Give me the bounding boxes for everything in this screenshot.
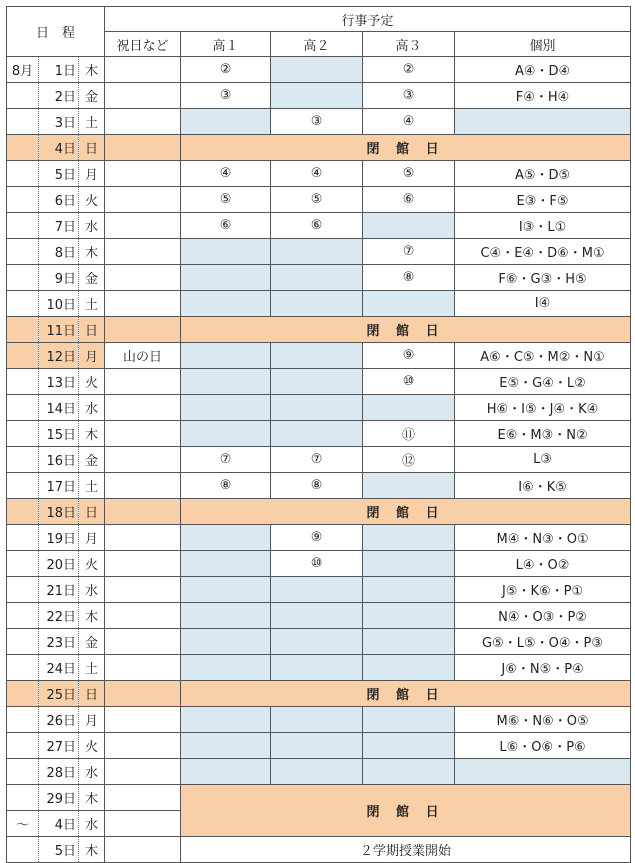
month-cell (7, 239, 39, 265)
g1-cell (181, 291, 271, 317)
holiday-cell (105, 109, 181, 135)
closed-row (7, 499, 631, 525)
date-cell: 7日 (39, 213, 79, 239)
date-cell: 27日 (39, 733, 79, 759)
holiday-cell (105, 551, 181, 577)
individual-cell: J⑥・N⑤・P④ (455, 655, 631, 681)
day-row (7, 187, 631, 213)
date-cell: 16日 (39, 447, 79, 473)
holiday-cell (105, 135, 181, 161)
holiday-cell (105, 447, 181, 473)
weekday-cell: 水 (79, 811, 105, 837)
term-start-cell: ２学期授業開始 (181, 837, 631, 863)
g2-cell (271, 369, 363, 395)
month-cell (7, 655, 39, 681)
month-cell: ～ (7, 811, 39, 837)
header-individual: 個別 (455, 32, 631, 57)
g2-cell (271, 577, 363, 603)
g3-cell: ③ (363, 83, 455, 109)
day-row (7, 733, 631, 759)
g1-cell: ③ (181, 83, 271, 109)
weekday-cell: 月 (79, 343, 105, 369)
day-row (7, 551, 631, 577)
weekday-cell: 月 (79, 525, 105, 551)
g2-cell (271, 655, 363, 681)
g2-cell (271, 629, 363, 655)
weekday-cell: 金 (79, 447, 105, 473)
header-g3: 高３ (363, 32, 455, 57)
g2-cell: ③ (271, 109, 363, 135)
header-row-1 (7, 7, 631, 32)
g2-cell (271, 291, 363, 317)
g3-cell (363, 759, 455, 785)
month-cell (7, 109, 39, 135)
day-row (7, 525, 631, 551)
g1-cell (181, 707, 271, 733)
date-cell: 20日 (39, 551, 79, 577)
header-g2: 高２ (271, 32, 363, 57)
month-cell: 8月 (7, 57, 39, 83)
date-cell: 13日 (39, 369, 79, 395)
month-cell (7, 83, 39, 109)
g2-cell: ⑩ (271, 551, 363, 577)
date-cell: 18日 (39, 499, 79, 525)
date-cell: 8日 (39, 239, 79, 265)
g3-cell: ⑪ (363, 421, 455, 447)
month-cell (7, 733, 39, 759)
day-row (7, 239, 631, 265)
g1-cell: ⑧ (181, 473, 271, 499)
individual-cell: I⑥・K⑤ (455, 473, 631, 499)
month-cell (7, 681, 39, 707)
weekday-cell: 木 (79, 57, 105, 83)
month-cell (7, 213, 39, 239)
month-cell (7, 499, 39, 525)
g3-cell (363, 551, 455, 577)
g3-cell (363, 213, 455, 239)
header-events: 行事予定 (105, 7, 631, 32)
weekday-cell: 火 (79, 733, 105, 759)
day-row (7, 473, 631, 499)
holiday-cell (105, 603, 181, 629)
day-row (7, 265, 631, 291)
weekday-cell: 土 (79, 655, 105, 681)
g2-cell (271, 265, 363, 291)
individual-cell: N④・O③・P② (455, 603, 631, 629)
closed-day-cell (181, 317, 631, 343)
g2-cell (271, 395, 363, 421)
weekday-cell: 水 (79, 213, 105, 239)
day-row (7, 161, 631, 187)
g1-cell: ⑥ (181, 213, 271, 239)
g2-cell (271, 343, 363, 369)
day-row (7, 57, 631, 83)
g1-cell (181, 369, 271, 395)
individual-cell: E⑥・M③・N② (455, 421, 631, 447)
month-cell (7, 707, 39, 733)
holiday-cell (105, 317, 181, 343)
header-holiday: 祝日など (105, 32, 181, 57)
month-cell (7, 525, 39, 551)
month-cell (7, 447, 39, 473)
day-row (7, 291, 631, 317)
g2-cell: ⑤ (271, 187, 363, 213)
g1-cell (181, 343, 271, 369)
g2-cell (271, 733, 363, 759)
day-row (7, 83, 631, 109)
closed-row (7, 135, 631, 161)
g1-cell (181, 629, 271, 655)
date-cell: 21日 (39, 577, 79, 603)
weekday-cell: 水 (79, 577, 105, 603)
date-cell: 5日 (39, 161, 79, 187)
closed-day-cell (181, 499, 631, 525)
day-row (7, 109, 631, 135)
day-row (7, 629, 631, 655)
weekday-cell: 火 (79, 187, 105, 213)
g3-cell (363, 473, 455, 499)
month-cell (7, 629, 39, 655)
individual-cell: L⑥・O⑥・P⑥ (455, 733, 631, 759)
g3-cell: ⑦ (363, 239, 455, 265)
closed-label: 閉 館 日 (366, 142, 445, 157)
day-row (7, 707, 631, 733)
g3-cell (363, 291, 455, 317)
holiday-cell (105, 707, 181, 733)
individual-cell (455, 759, 631, 785)
g1-cell (181, 759, 271, 785)
date-cell: 2日 (39, 83, 79, 109)
g1-cell: ⑤ (181, 187, 271, 213)
month-cell (7, 473, 39, 499)
date-cell: 6日 (39, 187, 79, 213)
weekday-cell: 日 (79, 681, 105, 707)
individual-cell: M④・N③・O① (455, 525, 631, 551)
date-cell: 14日 (39, 395, 79, 421)
individual-cell: J⑤・K⑥・P① (455, 577, 631, 603)
weekday-cell: 木 (79, 785, 105, 811)
weekday-cell: 土 (79, 473, 105, 499)
g3-cell (363, 577, 455, 603)
individual-cell: M⑥・N⑥・O⑤ (455, 707, 631, 733)
weekday-cell: 日 (79, 135, 105, 161)
day-row (7, 213, 631, 239)
g1-cell (181, 421, 271, 447)
g1-cell (181, 551, 271, 577)
day-row (7, 421, 631, 447)
g2-cell (271, 603, 363, 629)
g3-cell (363, 707, 455, 733)
month-cell (7, 161, 39, 187)
individual-cell: A⑤・D⑤ (455, 161, 631, 187)
g3-cell: ⑫ (363, 447, 455, 473)
month-cell (7, 837, 39, 863)
month-cell (7, 291, 39, 317)
holiday-cell (105, 499, 181, 525)
weekday-cell: 水 (79, 759, 105, 785)
day-row (7, 759, 631, 785)
g3-cell: ⑥ (363, 187, 455, 213)
holiday-cell (105, 629, 181, 655)
weekday-cell: 月 (79, 707, 105, 733)
weekday-cell: 火 (79, 369, 105, 395)
month-cell (7, 603, 39, 629)
g2-cell (271, 421, 363, 447)
date-cell: 26日 (39, 707, 79, 733)
individual-cell: E③・F⑤ (455, 187, 631, 213)
holiday-cell (105, 83, 181, 109)
date-cell: 23日 (39, 629, 79, 655)
holiday-cell (105, 291, 181, 317)
weekday-cell: 水 (79, 395, 105, 421)
date-cell: 5日 (39, 837, 79, 863)
weekday-cell: 土 (79, 291, 105, 317)
closed-period-cell (181, 785, 631, 837)
weekday-cell: 木 (79, 837, 105, 863)
day-row (7, 603, 631, 629)
holiday-cell (105, 265, 181, 291)
month-cell (7, 759, 39, 785)
individual-cell: F④・H④ (455, 83, 631, 109)
holiday-cell (105, 785, 181, 811)
month-cell (7, 785, 39, 811)
individual-cell: G⑤・L⑤・O④・P③ (455, 629, 631, 655)
holiday-cell (105, 187, 181, 213)
date-cell: 28日 (39, 759, 79, 785)
g3-cell: ④ (363, 109, 455, 135)
month-cell (7, 187, 39, 213)
weekday-cell: 月 (79, 161, 105, 187)
holiday-cell (105, 681, 181, 707)
day-row (7, 447, 631, 473)
day-row (7, 577, 631, 603)
individual-cell: H⑥・I⑤・J④・K④ (455, 395, 631, 421)
g3-cell: ⑨ (363, 343, 455, 369)
g1-cell (181, 525, 271, 551)
individual-cell: F⑥・G③・H⑤ (455, 265, 631, 291)
month-cell (7, 135, 39, 161)
g3-cell (363, 733, 455, 759)
holiday-cell (105, 161, 181, 187)
g3-cell (363, 395, 455, 421)
date-cell: 9日 (39, 265, 79, 291)
holiday-cell (105, 655, 181, 681)
header-g1: 高１ (181, 32, 271, 57)
month-cell (7, 343, 39, 369)
date-cell: 22日 (39, 603, 79, 629)
g3-cell: ⑧ (363, 265, 455, 291)
g2-cell (271, 57, 363, 83)
day-row (7, 785, 631, 811)
day-row (7, 343, 631, 369)
month-cell (7, 395, 39, 421)
date-cell: 24日 (39, 655, 79, 681)
month-cell (7, 577, 39, 603)
date-cell: 3日 (39, 109, 79, 135)
g1-cell (181, 733, 271, 759)
holiday-cell (105, 837, 181, 863)
individual-cell: C④・E④・D⑥・M① (455, 239, 631, 265)
g3-cell (363, 603, 455, 629)
g2-cell: ⑥ (271, 213, 363, 239)
date-cell: 17日 (39, 473, 79, 499)
holiday-cell (105, 733, 181, 759)
individual-cell: L③ (455, 447, 631, 473)
date-cell: 29日 (39, 785, 79, 811)
date-cell: 10日 (39, 291, 79, 317)
month-cell (7, 265, 39, 291)
g1-cell (181, 655, 271, 681)
closed-label: 閉 館 日 (366, 506, 445, 521)
header-schedule: 日 程 (7, 7, 105, 57)
individual-cell: A④・D④ (455, 57, 631, 83)
holiday-cell (105, 57, 181, 83)
individual-cell: L④・O② (455, 551, 631, 577)
individual-cell (455, 109, 631, 135)
date-cell: 19日 (39, 525, 79, 551)
day-row (7, 837, 631, 863)
closed-row (7, 681, 631, 707)
weekday-cell: 木 (79, 421, 105, 447)
individual-cell: I④ (455, 291, 631, 317)
g1-cell: ② (181, 57, 271, 83)
g1-cell (181, 395, 271, 421)
holiday-cell (105, 525, 181, 551)
closed-row (7, 317, 631, 343)
closed-label: 閉 館 日 (366, 324, 445, 339)
closed-day-cell (181, 135, 631, 161)
holiday-cell (105, 213, 181, 239)
g2-cell (271, 707, 363, 733)
date-cell: 15日 (39, 421, 79, 447)
closed-label: 閉 館 日 (366, 688, 445, 703)
g3-cell: ⑩ (363, 369, 455, 395)
g1-cell (181, 577, 271, 603)
month-cell (7, 317, 39, 343)
holiday-cell (105, 239, 181, 265)
g2-cell (271, 83, 363, 109)
holiday-cell (105, 811, 181, 837)
g1-cell: ⑦ (181, 447, 271, 473)
date-cell: 11日 (39, 317, 79, 343)
g1-cell (181, 239, 271, 265)
date-cell: 4日 (39, 135, 79, 161)
date-cell: 25日 (39, 681, 79, 707)
month-cell (7, 421, 39, 447)
holiday-cell: 山の日 (105, 343, 181, 369)
date-cell: 4日 (39, 811, 79, 837)
closed-day-cell (181, 681, 631, 707)
day-row (7, 655, 631, 681)
weekday-cell: 金 (79, 629, 105, 655)
weekday-cell: 土 (79, 109, 105, 135)
individual-cell: E⑤・G④・L② (455, 369, 631, 395)
individual-cell: I③・L① (455, 213, 631, 239)
g2-cell: ⑦ (271, 447, 363, 473)
weekday-cell: 金 (79, 83, 105, 109)
weekday-cell: 金 (79, 265, 105, 291)
g2-cell (271, 759, 363, 785)
weekday-cell: 日 (79, 317, 105, 343)
month-cell (7, 369, 39, 395)
g3-cell (363, 655, 455, 681)
schedule-table (6, 6, 631, 863)
date-cell: 1日 (39, 57, 79, 83)
g1-cell (181, 265, 271, 291)
day-row (7, 395, 631, 421)
weekday-cell: 木 (79, 239, 105, 265)
holiday-cell (105, 473, 181, 499)
day-row (7, 369, 631, 395)
g1-cell: ④ (181, 161, 271, 187)
date-cell: 12日 (39, 343, 79, 369)
g1-cell (181, 109, 271, 135)
g3-cell: ⑤ (363, 161, 455, 187)
individual-cell: A⑥・C⑤・M②・N① (455, 343, 631, 369)
holiday-cell (105, 759, 181, 785)
month-cell (7, 551, 39, 577)
g2-cell: ④ (271, 161, 363, 187)
g1-cell (181, 603, 271, 629)
holiday-cell (105, 577, 181, 603)
g3-cell (363, 525, 455, 551)
holiday-cell (105, 369, 181, 395)
g3-cell: ② (363, 57, 455, 83)
closed-label: 閉 館 日 (366, 805, 445, 820)
holiday-cell (105, 395, 181, 421)
weekday-cell: 日 (79, 499, 105, 525)
g2-cell: ⑨ (271, 525, 363, 551)
g2-cell (271, 239, 363, 265)
g3-cell (363, 629, 455, 655)
weekday-cell: 火 (79, 551, 105, 577)
g2-cell: ⑧ (271, 473, 363, 499)
holiday-cell (105, 421, 181, 447)
weekday-cell: 木 (79, 603, 105, 629)
